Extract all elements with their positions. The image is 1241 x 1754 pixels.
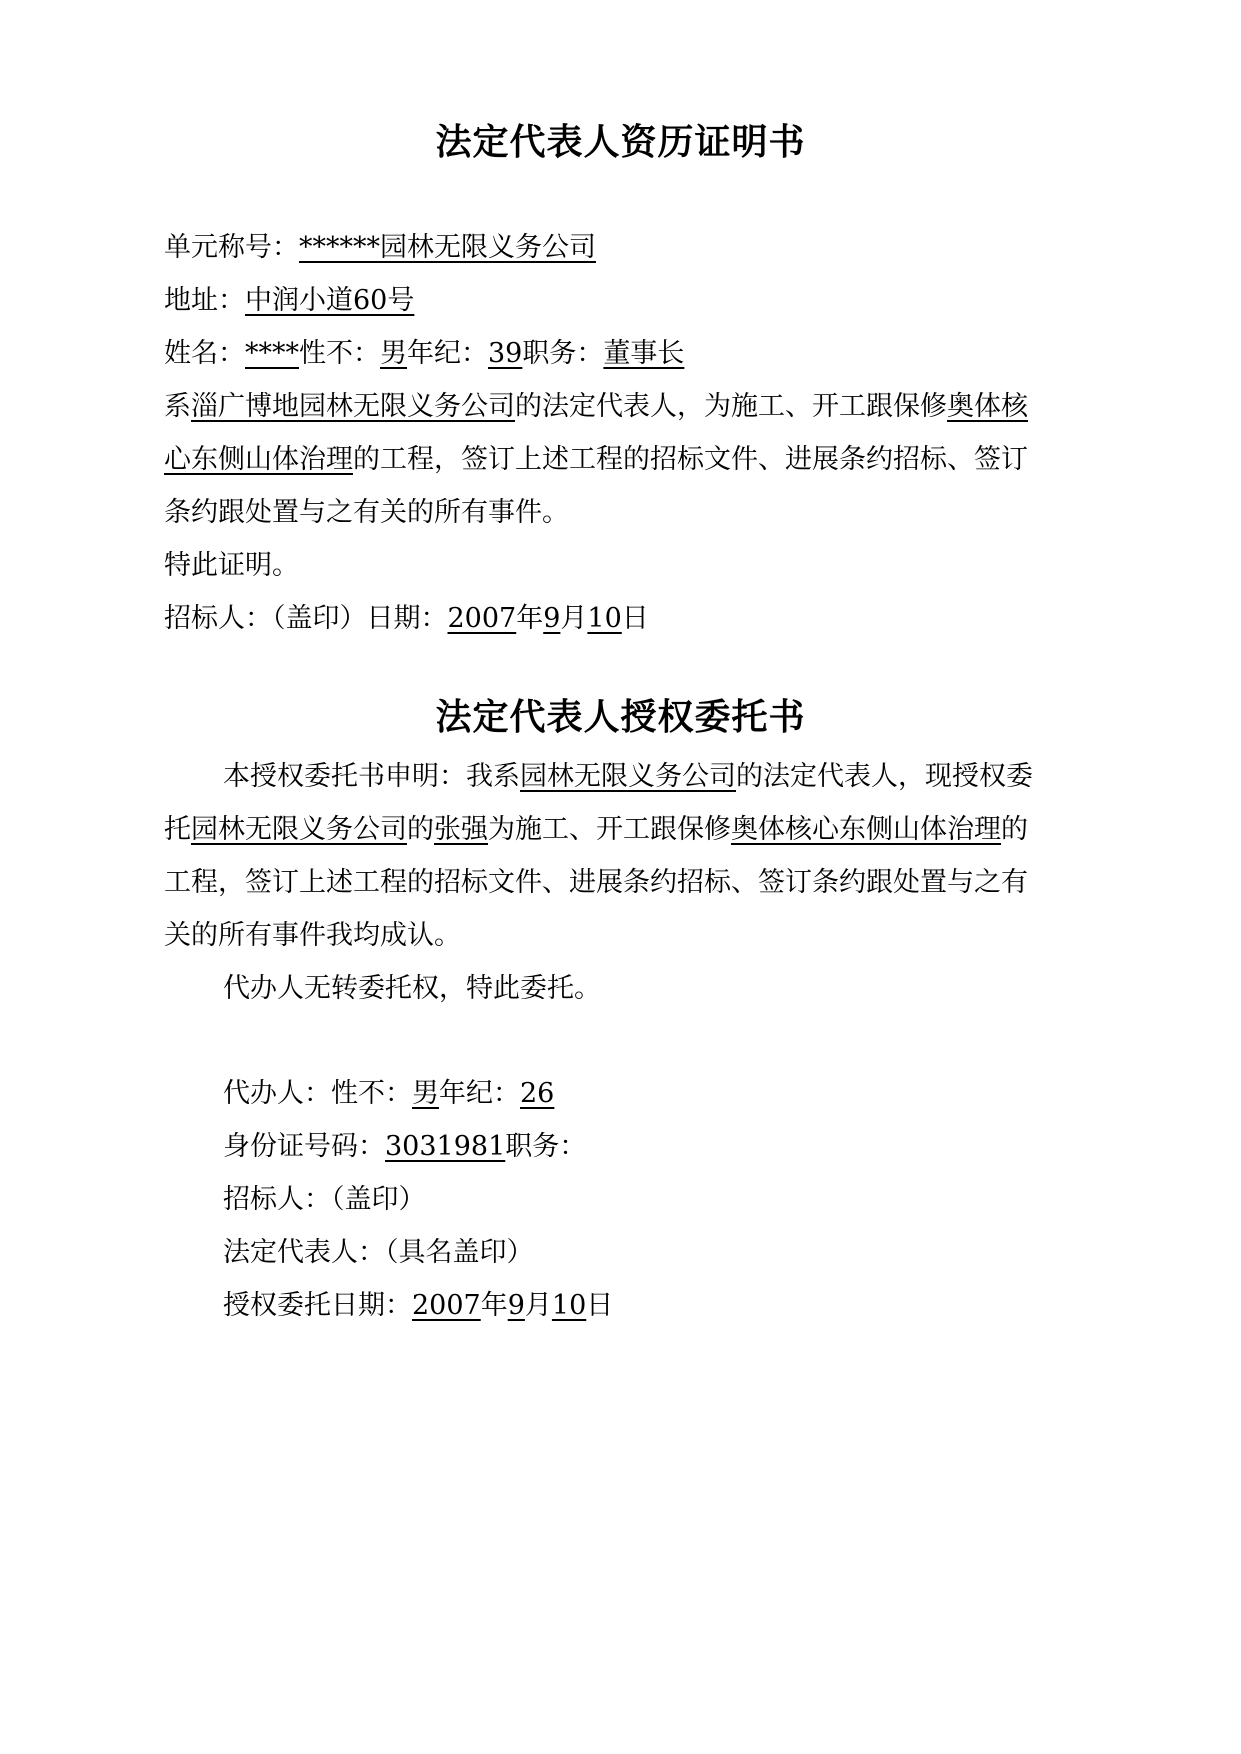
company-name: 园林无限义务公司 <box>191 814 407 845</box>
statement-text: 的法定代表人，为施工、开工跟保修 <box>515 391 947 422</box>
day-char: 日 <box>586 1290 614 1321</box>
name-value: **** <box>245 338 299 369</box>
id-label: 身份证号码： <box>223 1131 385 1162</box>
person-info-line <box>164 334 1099 374</box>
address-line <box>164 281 1099 321</box>
company-name: 淄广博地园林无限义务公司 <box>191 391 515 422</box>
agent-age-label: 年纪： <box>439 1078 520 1109</box>
authorization-text: 的 <box>407 814 434 845</box>
date-day: 10 <box>551 1290 587 1321</box>
statement-line-3: 条约跟处置与之有关的所有事件。 <box>164 497 569 528</box>
bidder-seal-line: 招标人：（盖印） <box>223 1184 426 1215</box>
authorization-text: 的 <box>1001 814 1028 845</box>
address-label: 地址： <box>164 285 245 316</box>
date-month: 9 <box>543 603 561 634</box>
statement-text: 的工程，签订上述工程的招标文件、进展条约招标、签订 <box>353 444 1028 475</box>
authorization-title: 法定代表人授权委托书 <box>435 696 806 738</box>
age-label: 年纪： <box>407 338 488 369</box>
id-position-label: 职务： <box>505 1131 587 1162</box>
month-char: 月 <box>524 1290 552 1321</box>
day-char: 日 <box>621 603 649 634</box>
project-name: 奥体核心东侧山体治理 <box>731 814 1001 845</box>
position-label: 职务： <box>522 338 604 369</box>
gender-value: 男 <box>380 338 407 369</box>
statement-line-2 <box>164 440 1099 480</box>
agent-info-line <box>223 1074 1099 1114</box>
company-name: 园林无限义务公司 <box>520 761 736 792</box>
legal-rep-line: 法定代表人：（具名盖印） <box>223 1237 534 1268</box>
date-month: 9 <box>507 1290 525 1321</box>
agent-gender: 男 <box>412 1078 439 1109</box>
agent-label: 代办人：性不： <box>223 1078 412 1109</box>
authorization-text: 的法定代表人，现授权委 <box>736 761 1033 792</box>
authorization-text: 为施工、开工跟保修 <box>488 814 731 845</box>
address-value: 中润小道60号 <box>245 285 415 316</box>
authorization-line-2 <box>164 810 1099 850</box>
authorization-text: 托 <box>164 814 191 845</box>
year-char: 年 <box>480 1290 508 1321</box>
unit-label: 单元称号： <box>164 232 299 263</box>
id-number-line <box>223 1127 1099 1167</box>
certificate-title: 法定代表人资历证明书 <box>435 121 806 163</box>
authorization-line-4: 关的所有事件我均成认。 <box>164 920 461 951</box>
authorization-text: 本授权委托书申明：我系 <box>223 761 520 792</box>
authorization-line-1 <box>223 757 1099 797</box>
unit-name-line <box>164 228 1099 268</box>
date-year: 2007 <box>447 603 517 634</box>
auth-date-label: 授权委托日期： <box>223 1290 412 1321</box>
project-name: 心东侧山体治理 <box>164 444 353 475</box>
project-name: 奥体核 <box>947 391 1028 422</box>
gender-label: 性不： <box>299 338 380 369</box>
authorization-line-3: 工程，签订上述工程的招标文件、进展条约招标、签订条约跟处置与之有 <box>164 867 1028 898</box>
date-day: 10 <box>587 603 622 634</box>
date-year: 2007 <box>412 1290 481 1321</box>
month-char: 月 <box>560 603 588 634</box>
no-subdelegation-line: 代办人无转委托权，特此委托。 <box>223 973 601 1004</box>
id-value: 3031981 <box>385 1131 506 1162</box>
agent-age: 26 <box>520 1078 555 1109</box>
agent-name: 张强 <box>434 814 488 845</box>
auth-date-line <box>223 1286 1099 1326</box>
statement-line-1 <box>164 387 1099 427</box>
position-value: 董事长 <box>603 338 685 369</box>
bidder-label: 招标人：（盖印）日期： <box>164 603 448 634</box>
hereby-certify: 特此证明。 <box>164 550 299 581</box>
name-label: 姓名： <box>164 338 245 369</box>
age-value: 39 <box>488 338 523 369</box>
unit-value: ******园林无限义务公司 <box>299 232 596 263</box>
statement-text: 系 <box>164 391 191 422</box>
bidder-date-line <box>164 599 1099 639</box>
year-char: 年 <box>516 603 544 634</box>
